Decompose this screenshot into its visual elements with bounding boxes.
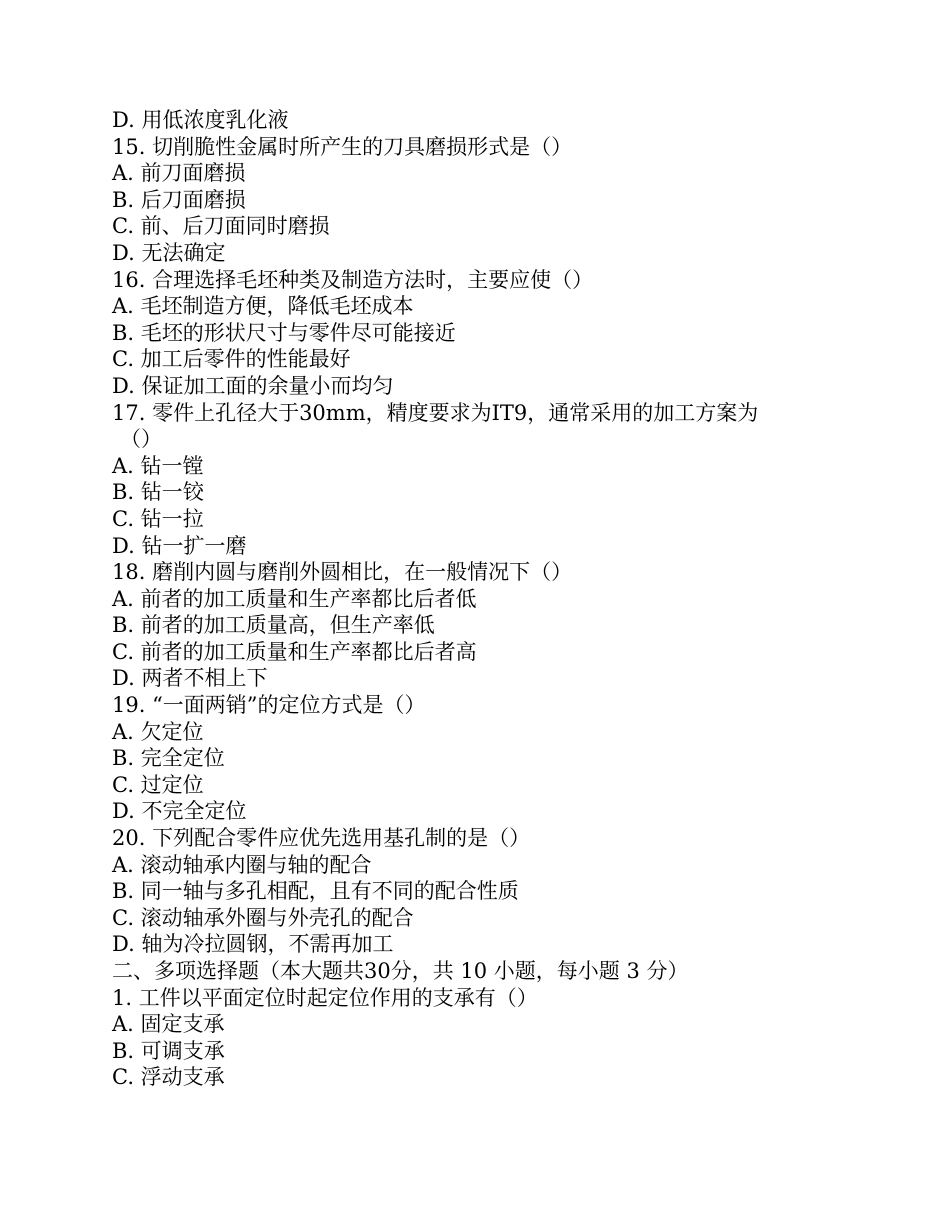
option-line: B. 毛坯的形状尺寸与零件尽可能接近 (112, 320, 456, 345)
option-line: B. 完全定位 (112, 746, 225, 771)
question-line: 15. 切削脆性金属时所产生的刀具磨损形式是（） (112, 134, 573, 159)
option-line: A. 毛坯制造方便，降低毛坯成本 (112, 294, 414, 319)
option-line: C. 前者的加工质量和生产率都比后者高 (112, 639, 477, 664)
question-line: 18. 磨削内圆与磨削外圆相比，在一般情况下（） (112, 560, 573, 585)
option-line: D. 两者不相上下 (112, 666, 268, 691)
question-line: 17. 零件上孔径大于30mm，精度要求为IT9，通常采用的加工方案为 (112, 400, 759, 425)
option-line: B. 前者的加工质量高，但生产率低 (112, 613, 435, 638)
section-heading: 二、多项选择题（本大题共30分，共 10 小题，每小题 3 分） (112, 959, 689, 983)
option-line: C. 加工后零件的性能最好 (112, 347, 351, 372)
option-line: D. 轴为冷拉圆钢，不需再加工 (112, 932, 394, 957)
option-line: C. 滚动轴承外圈与外壳孔的配合 (112, 905, 414, 930)
option-line: D. 钻一扩一磨 (112, 533, 247, 558)
question-line: 20. 下列配合零件应优先选用基孔制的是（） (112, 826, 531, 851)
option-line: A. 钻一镗 (112, 453, 204, 478)
option-line: A. 固定支承 (112, 1012, 225, 1037)
option-line: A. 滚动轴承内圈与轴的配合 (112, 852, 372, 877)
question-line: 1. 工件以平面定位时起定位作用的支承有（） (112, 985, 538, 1010)
option-line: A. 前刀面磨损 (112, 161, 246, 186)
option-line: D. 无法确定 (112, 240, 226, 265)
question-line: 16. 合理选择毛坯种类及制造方法时，主要应使（） (112, 267, 594, 292)
question-line-continuation: （） (120, 427, 162, 452)
option-line: C. 浮动支承 (112, 1065, 225, 1090)
option-line: A. 前者的加工质量和生产率都比后者低 (112, 586, 477, 611)
option-line: B. 可调支承 (112, 1038, 225, 1063)
option-line: C. 前、后刀面同时磨损 (112, 214, 330, 239)
option-line: A. 欠定位 (112, 719, 204, 744)
option-line: B. 钻一铰 (112, 480, 204, 505)
option-line: D. 保证加工面的余量小而均匀 (112, 373, 394, 398)
option-line: C. 过定位 (112, 772, 204, 797)
option-line: D. 用低浓度乳化液 (112, 108, 289, 132)
exam-question-text (112, 107, 832, 1091)
option-line: B. 同一轴与多孔相配，且有不同的配合性质 (112, 879, 519, 904)
option-line: D. 不完全定位 (112, 799, 247, 824)
question-line: 19. “一面两销”的定位方式是（） (112, 693, 426, 718)
option-line: B. 后刀面磨损 (112, 187, 246, 212)
option-line: C. 钻一拉 (112, 506, 204, 531)
